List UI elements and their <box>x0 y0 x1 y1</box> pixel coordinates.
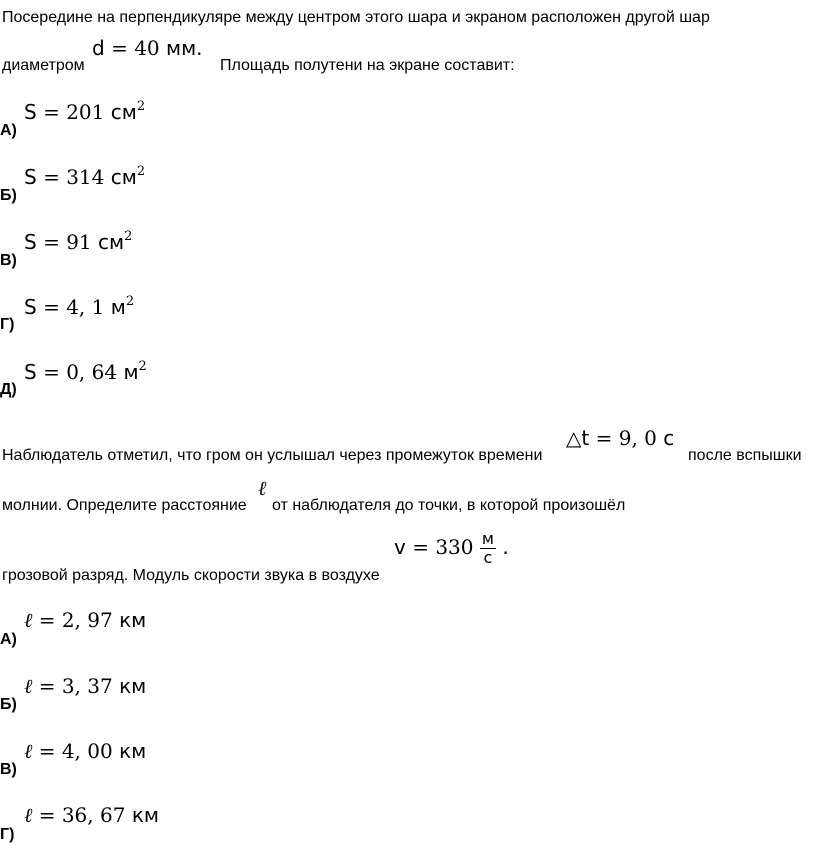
q1-option-d-label: Г) <box>0 316 15 333</box>
option-var: S <box>24 230 37 254</box>
option-unit: см <box>110 165 137 189</box>
option-val: 36, 67 <box>61 803 126 827</box>
q2-option-a-formula <box>24 608 146 632</box>
q2-option-d-label: Г) <box>0 826 15 843</box>
option-eq: = <box>43 230 60 254</box>
option-eq: = <box>38 674 56 698</box>
q1-prefix: диаметром <box>2 57 85 74</box>
q2-v-eq: = <box>412 535 429 559</box>
option-eq: = <box>43 165 60 189</box>
q2-text-line2b: от наблюдателя до точки, в которой произошёл <box>272 497 626 514</box>
option-unit: см <box>110 100 137 124</box>
option-val: 4, 00 <box>61 739 113 763</box>
option-exp: 2 <box>124 229 133 244</box>
option-exp: 2 <box>138 359 147 374</box>
option-var: S <box>24 100 37 124</box>
q2-option-a-label: А) <box>0 631 17 648</box>
option-eq: = <box>43 100 60 124</box>
q1-option-e-formula <box>24 360 147 384</box>
q1-suffix: Площадь полутени на экране составит: <box>220 57 515 74</box>
option-eq: = <box>38 739 56 763</box>
option-eq: = <box>38 803 56 827</box>
option-var: ℓ <box>24 803 33 827</box>
q2-v-dot: . <box>502 535 509 559</box>
q1-option-d-formula <box>24 295 134 319</box>
q2-v-unit-fraction <box>480 530 496 567</box>
q1-option-a-formula <box>24 100 145 124</box>
option-val: 314 <box>66 165 105 189</box>
q2-dt-sym: △t <box>566 426 590 450</box>
option-var: ℓ <box>24 608 33 632</box>
q1-diameter-formula <box>92 36 203 60</box>
q2-text-line3: грозовой разряд. Модуль скорости звука в воздухе <box>2 567 380 584</box>
q1-option-c-label: В) <box>0 252 17 269</box>
q1-option-b-formula <box>24 165 145 189</box>
q2-dt-unit: с <box>663 426 675 450</box>
option-unit: см <box>98 230 125 254</box>
option-exp: 2 <box>136 99 146 114</box>
option-val: 3, 37 <box>61 674 113 698</box>
q2-option-b-label: Б) <box>0 696 17 713</box>
q2-option-c-label: В) <box>0 761 17 778</box>
q2-speed-formula <box>394 530 509 567</box>
option-val: 0, 64 <box>66 360 118 384</box>
option-val: 4, 1 <box>66 295 105 319</box>
option-var: ℓ <box>24 739 33 763</box>
option-var: S <box>24 295 37 319</box>
q1-d-unit: мм. <box>166 36 203 60</box>
q1-text-line1: Посередине на перпендикуляре между центром этого шара и экраном расположен другой шар <box>2 9 710 26</box>
option-eq: = <box>43 295 60 319</box>
option-unit: м <box>110 295 126 319</box>
q1-d-val: 40 <box>134 36 160 60</box>
option-eq: = <box>38 608 56 632</box>
option-var: S <box>24 360 37 384</box>
q2-ell-symbol: ℓ <box>258 476 267 500</box>
q2-v-den: с <box>483 548 493 567</box>
option-eq: = <box>43 360 60 384</box>
q2-v-val: 330 <box>435 535 474 559</box>
q2-time-formula <box>566 426 674 450</box>
q2-after-dt: после вспышки <box>688 447 802 464</box>
option-unit: км <box>119 608 147 632</box>
option-exp: 2 <box>125 294 135 309</box>
option-unit: км <box>119 739 147 763</box>
q2-dt-val: 9, 0 <box>618 426 657 450</box>
q2-option-b-formula <box>24 674 146 698</box>
q1-option-b-label: Б) <box>0 187 17 204</box>
q2-v-var: v <box>394 535 406 559</box>
q1-d-var: d <box>92 36 105 60</box>
q2-dt-eq: = <box>595 426 613 450</box>
q2-v-num: м <box>481 529 494 548</box>
option-val: 91 <box>66 230 92 254</box>
option-val: 2, 97 <box>61 608 113 632</box>
option-unit: км <box>119 674 147 698</box>
q2-option-d-formula <box>24 803 159 827</box>
option-var: ℓ <box>24 674 33 698</box>
q2-text-line2a: молнии. Определите расстояние <box>2 497 247 514</box>
q2-option-c-formula <box>24 739 146 763</box>
option-val: 201 <box>66 100 105 124</box>
q1-d-eq: = <box>111 36 128 60</box>
q1-option-a-label: А) <box>0 122 17 139</box>
option-exp: 2 <box>136 164 146 179</box>
q2-text-line1: Наблюдатель отметил, что гром он услышал через промежуток времени <box>2 447 543 464</box>
option-unit: м <box>123 360 139 384</box>
option-unit: км <box>131 803 159 827</box>
option-var: S <box>24 165 37 189</box>
q1-option-c-formula <box>24 230 132 254</box>
q1-option-e-label: Д) <box>0 381 17 398</box>
